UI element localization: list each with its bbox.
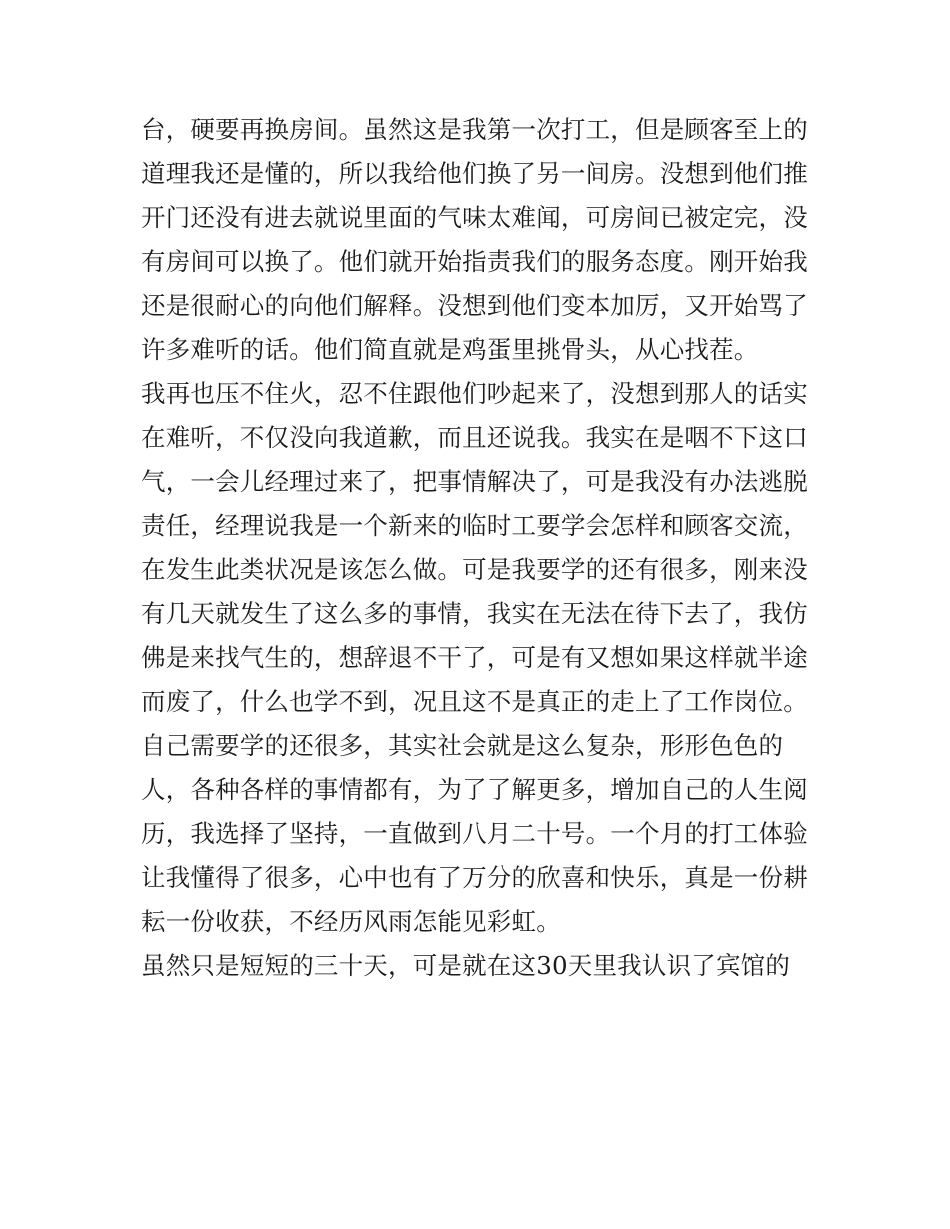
- text-line: 还是很耐心的向他们解释。没想到他们变本加厉，又开始骂了: [141, 291, 808, 320]
- text-line: 佛是来找气生的，想辞退不干了，可是有又想如果这样就半途: [141, 643, 808, 672]
- text-line: 让我懂得了很多，心中也有了万分的欣喜和快乐，真是一份耕: [141, 863, 808, 892]
- text-line: 有房间可以换了。他们就开始指责我们的服务态度。刚开始我: [141, 247, 808, 276]
- text-line: 道理我还是懂的，所以我给他们换了另一间房。没想到他们推: [141, 159, 808, 188]
- text-line: 开门还没有进去就说里面的气味太难闻，可房间已被定完，没: [141, 203, 808, 232]
- text-line: 人，各种各样的事情都有，为了了解更多，增加自己的人生阅: [141, 775, 808, 804]
- text-line: 自己需要学的还很多，其实社会就是这么复杂，形形色色的: [141, 731, 784, 760]
- text-line: 我再也压不住火，忍不住跟他们吵起来了，没想到那人的话实: [141, 379, 808, 408]
- text-line: 而废了，什么也学不到，况且这不是真正的走上了工作岗位。: [141, 687, 808, 716]
- text-line: 责任，经理说我是一个新来的临时工要学会怎样和顾客交流，: [141, 511, 808, 540]
- text-line: 耘一份收获，不经历风雨怎能见彩虹。: [141, 907, 561, 936]
- document-body: [141, 108, 821, 988]
- text-line: 在难听，不仅没向我道歉，而且还说我。我实在是咽不下这口: [141, 423, 808, 452]
- text-line: 虽然只是短短的三十天，可是就在这30天里我认识了宾馆的: [141, 951, 791, 980]
- text-line: 历，我选择了坚持，一直做到八月二十号。一个月的打工体验: [141, 819, 808, 848]
- text-line: 气，一会儿经理过来了，把事情解决了，可是我没有办法逃脱: [141, 467, 808, 496]
- text-line: 在发生此类状况是该怎么做。可是我要学的还有很多，刚来没: [141, 555, 808, 584]
- text-line: 台，硬要再换房间。虽然这是我第一次打工，但是顾客至上的: [141, 115, 808, 144]
- text-line: 许多难听的话。他们简直就是鸡蛋里挑骨头，从心找茬。: [141, 335, 759, 364]
- text-line: 有几天就发生了这么多的事情，我实在无法在待下去了，我仿: [141, 599, 808, 628]
